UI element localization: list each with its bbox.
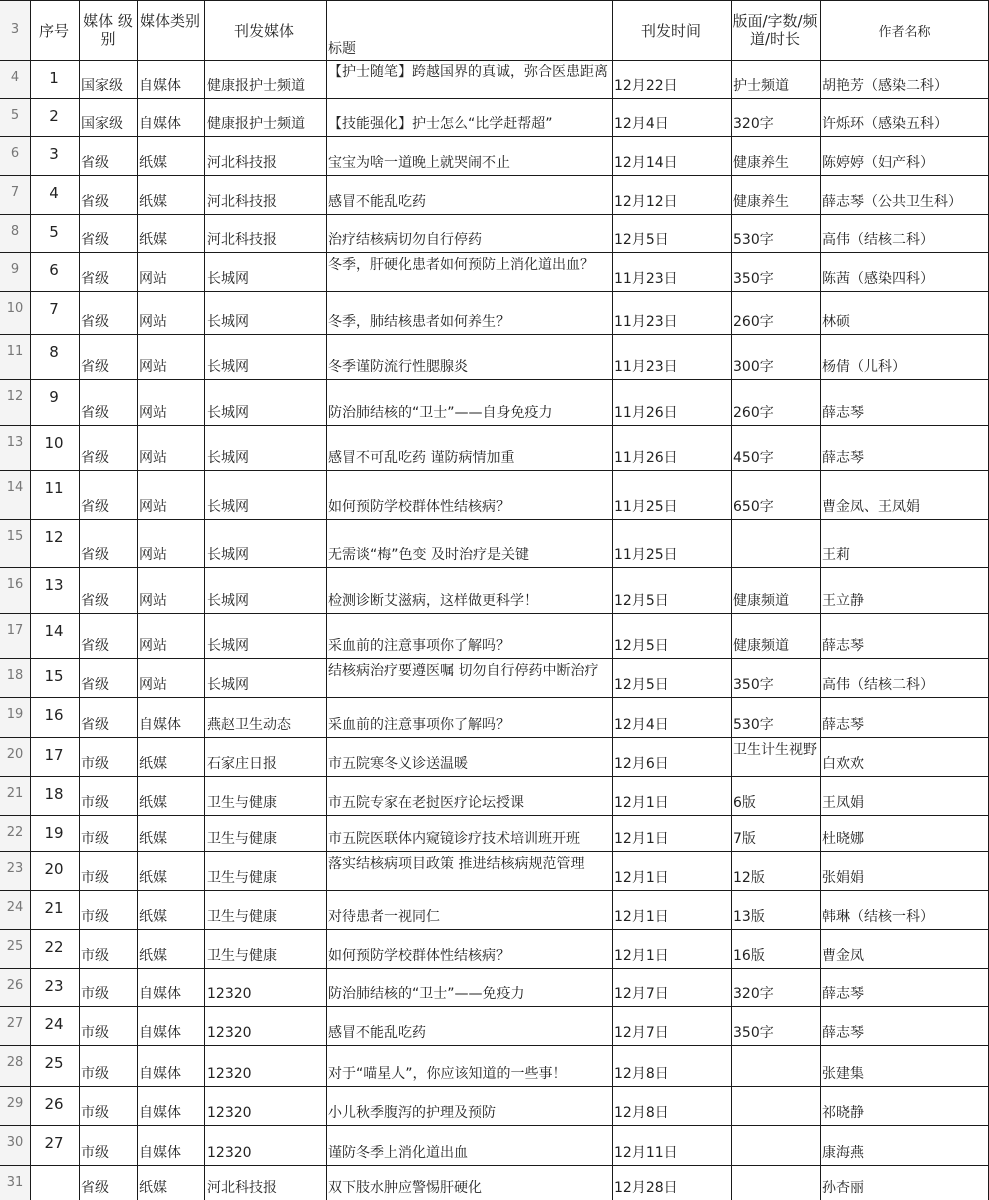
author-cell: 孙杏丽	[822, 1180, 864, 1196]
title-cell: 对待患者一视同仁	[328, 909, 440, 925]
category-cell: 纸媒	[139, 155, 167, 171]
row-number: 3	[10, 22, 20, 37]
row-number: 25	[6, 939, 24, 954]
row-number: 12	[6, 389, 24, 404]
row-number: 24	[6, 900, 24, 915]
author-cell: 薛志琴	[822, 638, 864, 654]
row-number: 11	[6, 344, 24, 359]
media-cell: 12320	[207, 1145, 252, 1161]
media-cell: 卫生与健康	[207, 909, 277, 925]
media-cell: 长城网	[207, 271, 249, 287]
row-number: 8	[10, 224, 20, 239]
level-cell: 市级	[81, 756, 109, 772]
level-cell: 市级	[81, 1066, 109, 1082]
time-cell: 11月23日	[614, 359, 678, 375]
category-cell: 自媒体	[139, 1105, 181, 1121]
row-number: 27	[6, 1016, 24, 1031]
seq-cell: 7	[49, 301, 59, 317]
header-time: 刊发时间	[640, 22, 701, 40]
grid-row-line	[0, 252, 989, 253]
time-cell: 12月6日	[614, 756, 669, 772]
media-cell: 卫生与健康	[207, 870, 277, 886]
time-cell: 12月4日	[614, 717, 669, 733]
category-cell: 纸媒	[139, 909, 167, 925]
media-cell: 12320	[207, 986, 252, 1002]
author-cell: 许烁环（感染五科）	[822, 116, 948, 132]
author-cell: 薛志琴	[822, 405, 864, 421]
time-cell: 11月25日	[614, 499, 678, 515]
row-number: 7	[10, 185, 20, 200]
category-cell: 纸媒	[139, 831, 167, 847]
grid-row-line	[0, 175, 989, 176]
grid-row-line	[0, 815, 989, 816]
time-cell: 12月22日	[614, 78, 678, 94]
seq-cell: 12	[44, 529, 64, 545]
title-cell: 防治肺结核的“卫士”——自身免疫力	[328, 405, 553, 421]
time-cell: 12月5日	[614, 638, 669, 654]
seq-cell: 16	[44, 707, 64, 723]
level-cell: 省级	[81, 271, 109, 287]
grid-row-line	[0, 851, 989, 852]
title-cell: 冬季，肺结核患者如何养生？	[328, 314, 510, 330]
seq-cell: 10	[44, 435, 64, 451]
media-cell: 长城网	[207, 593, 249, 609]
author-cell: 张建集	[822, 1066, 864, 1082]
title-cell: 防治肺结核的“卫士”——免疫力	[328, 986, 525, 1002]
level-cell: 省级	[81, 359, 109, 375]
title-cell: 市五院专家在老挝医疗论坛授课	[328, 795, 524, 811]
grid-row-line	[0, 968, 989, 969]
time-cell: 12月14日	[614, 155, 678, 171]
level-cell: 市级	[81, 948, 109, 964]
row-number: 19	[6, 707, 24, 722]
grid-row-line	[0, 98, 989, 99]
page-cell: 320字	[733, 116, 774, 132]
header-category: 媒体类别	[139, 12, 200, 30]
level-cell: 市级	[81, 986, 109, 1002]
row-number: 28	[6, 1055, 24, 1070]
grid-row-line	[0, 890, 989, 891]
page-cell: 300字	[733, 359, 774, 375]
level-cell: 市级	[81, 909, 109, 925]
author-cell: 杜晓娜	[822, 831, 864, 847]
grid-column-line	[820, 0, 821, 1200]
category-cell: 自媒体	[139, 116, 181, 132]
time-cell: 11月26日	[614, 450, 678, 466]
media-cell: 12320	[207, 1105, 252, 1121]
title-cell: 采血前的注意事项你了解吗？	[328, 717, 510, 733]
category-cell: 纸媒	[139, 870, 167, 886]
level-cell: 省级	[81, 405, 109, 421]
category-cell: 自媒体	[139, 717, 181, 733]
media-cell: 卫生与健康	[207, 795, 277, 811]
category-cell: 网站	[139, 593, 167, 609]
page-cell: 13版	[733, 909, 765, 925]
grid-row-line	[0, 929, 989, 930]
level-cell: 省级	[81, 547, 109, 563]
category-cell: 纸媒	[139, 194, 167, 210]
category-cell: 网站	[139, 499, 167, 515]
page-cell: 健康频道	[733, 638, 789, 654]
level-cell: 省级	[81, 314, 109, 330]
row-number: 16	[6, 577, 24, 592]
title-cell: 检测诊断艾滋病，这样做更科学！	[328, 593, 538, 609]
time-cell: 12月1日	[614, 870, 669, 886]
page-cell: 650字	[733, 499, 774, 515]
media-cell: 卫生与健康	[207, 831, 277, 847]
time-cell: 12月4日	[614, 116, 669, 132]
header-media: 刊发媒体	[233, 22, 294, 40]
level-cell: 省级	[81, 232, 109, 248]
media-cell: 河北科技报	[207, 232, 277, 248]
row-number: 30	[6, 1135, 24, 1150]
row-number: 14	[6, 480, 24, 495]
grid-column-line	[731, 0, 732, 1200]
seq-cell: 14	[44, 623, 64, 639]
level-cell: 省级	[81, 450, 109, 466]
category-cell: 网站	[139, 405, 167, 421]
seq-cell: 22	[44, 939, 64, 955]
page-cell: 健康养生	[733, 155, 789, 171]
author-cell: 林硕	[822, 314, 850, 330]
seq-cell: 13	[44, 577, 64, 593]
title-cell: 市五院寒冬义诊送温暖	[328, 756, 468, 772]
title-cell: 宝宝为啥一道晚上就哭闹不止	[328, 155, 510, 171]
seq-cell: 1	[49, 70, 59, 86]
author-cell: 薛志琴	[822, 1025, 864, 1041]
media-cell: 卫生与健康	[207, 948, 277, 964]
seq-cell: 25	[44, 1055, 64, 1071]
header-title: 标题	[328, 41, 356, 57]
category-cell: 网站	[139, 638, 167, 654]
author-cell: 杨倩（儿科）	[822, 359, 906, 375]
author-cell: 祁晓静	[822, 1105, 864, 1121]
media-cell: 长城网	[207, 359, 249, 375]
category-cell: 网站	[139, 547, 167, 563]
seq-cell: 26	[44, 1096, 64, 1112]
grid-column-line	[612, 0, 613, 1200]
row-number: 22	[6, 825, 24, 840]
seq-cell: 20	[44, 861, 64, 877]
grid-row-line	[0, 0, 989, 1]
grid-row-line	[0, 519, 989, 520]
grid-row-line	[0, 1125, 989, 1126]
category-cell: 纸媒	[139, 795, 167, 811]
title-cell: 采血前的注意事项你了解吗？	[328, 638, 510, 654]
time-cell: 12月8日	[614, 1105, 669, 1121]
level-cell: 市级	[81, 1145, 109, 1161]
row-number: 10	[6, 301, 24, 316]
media-cell: 长城网	[207, 314, 249, 330]
author-cell: 高伟（结核二科）	[822, 232, 934, 248]
title-cell: 如何预防学校群体性结核病？	[328, 499, 510, 515]
grid-row-line	[0, 567, 989, 568]
time-cell: 12月5日	[614, 593, 669, 609]
seq-cell: 17	[44, 747, 64, 763]
title-cell: 双下肢水肿应警惕肝硬化	[328, 1180, 482, 1196]
category-cell: 纸媒	[139, 1180, 167, 1196]
header-author: 作者名称	[878, 25, 931, 40]
seq-cell: 24	[44, 1016, 64, 1032]
grid-row-line	[0, 470, 989, 471]
time-cell: 12月5日	[614, 677, 669, 693]
category-cell: 网站	[139, 450, 167, 466]
page-cell: 320字	[733, 986, 774, 1002]
seq-cell: 4	[49, 185, 59, 201]
time-cell: 12月11日	[614, 1145, 678, 1161]
grid-row-line	[0, 1165, 989, 1166]
category-cell: 自媒体	[139, 78, 181, 94]
level-cell: 国家级	[81, 116, 123, 132]
media-cell: 长城网	[207, 547, 249, 563]
page-cell: 16版	[733, 948, 765, 964]
author-cell: 胡艳芳（感染二科）	[822, 78, 948, 94]
time-cell: 12月1日	[614, 795, 669, 811]
time-cell: 12月8日	[614, 1066, 669, 1082]
grid-column-line	[204, 0, 205, 1200]
grid-row-line	[0, 613, 989, 614]
title-cell: 小儿秋季腹泻的护理及预防	[328, 1105, 496, 1121]
author-cell: 曹金凤	[822, 948, 864, 964]
grid-row-line	[0, 425, 989, 426]
media-cell: 河北科技报	[207, 194, 277, 210]
row-number: 18	[6, 668, 24, 683]
category-cell: 纸媒	[139, 232, 167, 248]
header-seq: 序号	[38, 22, 69, 40]
media-cell: 石家庄日报	[207, 756, 277, 772]
author-cell: 白欢欢	[822, 756, 864, 772]
time-cell: 11月25日	[614, 547, 678, 563]
time-cell: 12月1日	[614, 831, 669, 847]
header-level: 媒体 级别	[83, 12, 133, 48]
title-cell: 感冒不能乱吃药	[328, 194, 426, 210]
page-cell: 350字	[733, 677, 774, 693]
title-cell: 【技能强化】护士怎么“比学赶帮超”	[328, 116, 553, 132]
time-cell: 11月23日	[614, 314, 678, 330]
grid-row-line	[0, 379, 989, 380]
page-cell: 350字	[733, 271, 774, 287]
author-cell: 陈婷婷（妇产科）	[822, 155, 934, 171]
title-cell: 谨防冬季上消化道出血	[328, 1145, 468, 1161]
author-cell: 陈茜（感染四科）	[822, 271, 934, 287]
author-cell: 韩琳（结核一科）	[822, 909, 934, 925]
grid-row-line	[0, 334, 989, 335]
seq-cell: 23	[44, 978, 64, 994]
level-cell: 市级	[81, 795, 109, 811]
level-cell: 市级	[81, 1025, 109, 1041]
level-cell: 国家级	[81, 78, 123, 94]
grid-column-line	[326, 0, 327, 1200]
row-number: 6	[10, 146, 20, 161]
media-cell: 河北科技报	[207, 1180, 277, 1196]
media-cell: 健康报护士频道	[207, 78, 305, 94]
grid-row-line	[0, 60, 989, 61]
title-cell: 感冒不可乱吃药 谨防病情加重	[328, 450, 515, 466]
media-cell: 健康报护士频道	[207, 116, 305, 132]
level-cell: 省级	[81, 1180, 109, 1196]
page-cell: 350字	[733, 1025, 774, 1041]
row-number: 20	[6, 747, 24, 762]
category-cell: 自媒体	[139, 1066, 181, 1082]
author-cell: 曹金凤、王凤娟	[822, 499, 920, 515]
row-number: 29	[6, 1096, 24, 1111]
category-cell: 网站	[139, 271, 167, 287]
author-cell: 薛志琴	[822, 450, 864, 466]
time-cell: 12月5日	[614, 232, 669, 248]
page-cell: 7版	[733, 831, 756, 847]
page-cell: 450字	[733, 450, 774, 466]
author-cell: 薛志琴	[822, 986, 864, 1002]
media-cell: 长城网	[207, 638, 249, 654]
row-number: 31	[6, 1175, 24, 1190]
media-cell: 长城网	[207, 450, 249, 466]
time-cell: 12月7日	[614, 986, 669, 1002]
time-cell: 12月7日	[614, 1025, 669, 1041]
title-cell: 结核病治疗要遵医嘱 切勿自行停药中断治疗	[328, 663, 599, 679]
media-cell: 长城网	[207, 499, 249, 515]
grid-row-line	[0, 658, 989, 659]
row-number: 4	[10, 70, 20, 85]
title-cell: 感冒不能乱吃药	[328, 1025, 426, 1041]
time-cell: 12月1日	[614, 909, 669, 925]
seq-cell: 19	[44, 825, 64, 841]
title-cell: 冬季谨防流行性腮腺炎	[328, 359, 468, 375]
page-cell: 护士频道	[733, 78, 789, 94]
grid-row-line	[0, 291, 989, 292]
author-cell: 薛志琴	[822, 717, 864, 733]
row-number: 15	[6, 529, 24, 544]
category-cell: 纸媒	[139, 948, 167, 964]
media-cell: 燕赵卫生动态	[207, 717, 291, 733]
seq-cell: 27	[44, 1135, 64, 1151]
grid-column-line	[30, 0, 31, 1200]
row-number: 23	[6, 861, 24, 876]
level-cell: 市级	[81, 870, 109, 886]
page-cell: 6版	[733, 795, 756, 811]
category-cell: 自媒体	[139, 986, 181, 1002]
seq-cell: 2	[49, 108, 59, 124]
author-cell: 康海燕	[822, 1145, 864, 1161]
title-cell: 【护士随笔】跨越国界的真诚，弥合医患距离	[328, 64, 608, 80]
level-cell: 市级	[81, 1105, 109, 1121]
seq-cell: 15	[44, 668, 64, 684]
category-cell: 纸媒	[139, 756, 167, 772]
media-cell: 12320	[207, 1025, 252, 1041]
level-cell: 省级	[81, 638, 109, 654]
row-number: 9	[10, 262, 20, 277]
author-cell: 王莉	[822, 547, 850, 563]
category-cell: 自媒体	[139, 1025, 181, 1041]
time-cell: 12月1日	[614, 948, 669, 964]
page-cell: 260字	[733, 314, 774, 330]
seq-cell: 3	[49, 146, 59, 162]
level-cell: 省级	[81, 194, 109, 210]
level-cell: 市级	[81, 831, 109, 847]
seq-cell: 11	[44, 480, 64, 496]
media-cell: 长城网	[207, 677, 249, 693]
header-page: 版面/字数/频道/时长	[732, 12, 818, 48]
grid-row-line	[0, 1006, 989, 1007]
row-number: 17	[6, 623, 24, 638]
page-cell: 530字	[733, 232, 774, 248]
category-cell: 网站	[139, 314, 167, 330]
grid-row-line	[0, 136, 989, 137]
page-cell: 健康频道	[733, 593, 789, 609]
level-cell: 省级	[81, 717, 109, 733]
seq-cell: 8	[49, 344, 59, 360]
row-number: 5	[10, 108, 20, 123]
time-cell: 12月12日	[614, 194, 678, 210]
author-cell: 薛志琴（公共卫生科）	[822, 194, 962, 210]
author-cell: 高伟（结核二科）	[822, 677, 934, 693]
title-cell: 冬季，肝硬化患者如何预防上消化道出血？	[328, 257, 594, 273]
level-cell: 省级	[81, 499, 109, 515]
page-cell: 卫生计生视野	[733, 742, 817, 758]
title-cell: 无需谈“梅”色变 及时治疗是关键	[328, 547, 529, 563]
category-cell: 自媒体	[139, 1145, 181, 1161]
page-cell: 260字	[733, 405, 774, 421]
level-cell: 省级	[81, 677, 109, 693]
time-cell: 12月28日	[614, 1180, 678, 1196]
seq-cell: 21	[44, 900, 64, 916]
media-cell: 12320	[207, 1066, 252, 1082]
title-cell: 如何预防学校群体性结核病？	[328, 948, 510, 964]
author-cell: 张娟娟	[822, 870, 864, 886]
title-cell: 治疗结核病切勿自行停药	[328, 232, 482, 248]
seq-cell: 18	[44, 786, 64, 802]
row-number: 21	[6, 786, 24, 801]
seq-cell: 5	[49, 224, 59, 240]
grid-row-line	[0, 1045, 989, 1046]
category-cell: 网站	[139, 677, 167, 693]
seq-cell: 6	[49, 262, 59, 278]
grid-column-line	[137, 0, 138, 1200]
grid-row-line	[0, 214, 989, 215]
title-cell: 市五院医联体内窥镜诊疗技术培训班开班	[328, 831, 580, 847]
grid-row-line	[0, 737, 989, 738]
page-cell: 健康养生	[733, 194, 789, 210]
author-cell: 王立静	[822, 593, 864, 609]
time-cell: 11月23日	[614, 271, 678, 287]
level-cell: 省级	[81, 155, 109, 171]
grid-row-line	[0, 1086, 989, 1087]
author-cell: 王凤娟	[822, 795, 864, 811]
seq-cell: 9	[49, 389, 59, 405]
page-cell: 12版	[733, 870, 765, 886]
media-cell: 河北科技报	[207, 155, 277, 171]
time-cell: 11月26日	[614, 405, 678, 421]
grid-column-line	[79, 0, 80, 1200]
row-number: 13	[6, 435, 24, 450]
grid-row-line	[0, 697, 989, 698]
grid-row-line	[0, 776, 989, 777]
level-cell: 省级	[81, 593, 109, 609]
category-cell: 网站	[139, 359, 167, 375]
row-number: 26	[6, 978, 24, 993]
media-cell: 长城网	[207, 405, 249, 421]
title-cell: 对于“喵星人”，你应该知道的一些事！	[328, 1066, 567, 1082]
page-cell: 530字	[733, 717, 774, 733]
title-cell: 落实结核病项目政策 推进结核病规范管理	[328, 856, 585, 872]
